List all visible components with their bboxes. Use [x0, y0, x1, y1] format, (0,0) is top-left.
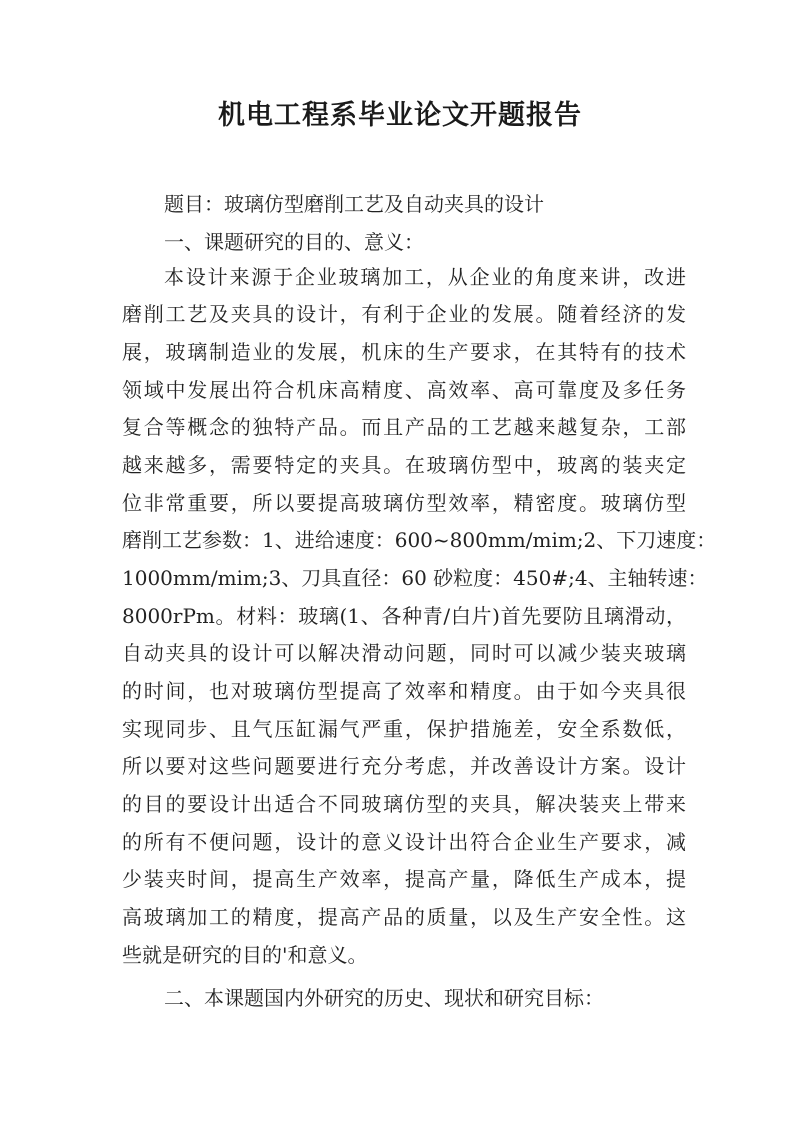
paragraph-line: 本设计来源于企业玻璃加工，从企业的角度来讲，改进 — [164, 265, 686, 289]
paragraph-line: 越来越多，需要特定的夹具。在玻璃仿型中，玻离的装夹定 — [122, 453, 686, 477]
subject-line: 题目：玻璃仿型磨削工艺及自动夹具的设计 — [164, 192, 544, 216]
paragraph-line: 磨削工艺参数：1、进给速度：600~800mm/mim;2、下刀速度： — [122, 528, 717, 552]
document-title: 机电工程系毕业论文开题报告 — [218, 100, 582, 131]
paragraph-line: 8000rPm。材料：玻璃(1、各种青/白片)首先要防且璃滑动， — [122, 604, 686, 628]
paragraph-line: 的目的要设计出适合不同玻璃仿型的夹具，解决装夹上带来 — [122, 792, 686, 816]
paragraph-line: 磨削工艺及夹具的设计，有利于企业的发展。随着经济的发 — [122, 302, 686, 326]
paragraph-line: 些就是研究的目的'和意义。 — [122, 943, 368, 967]
paragraph-line: 少装夹时间，提高生产效率，提高产量，降低生产成本，提 — [122, 867, 686, 891]
paragraph-line: 高玻璃加工的精度，提高产品的质量，以及生产安全性。这 — [122, 905, 686, 929]
section2-heading: 二、本课题国内外研究的历史、现状和研究目标： — [164, 986, 604, 1010]
paragraph-line: 的所有不便问题，设计的意义设计出符合企业生产要求，减 — [122, 830, 686, 854]
paragraph-line: 位非常重要，所以要提高玻璃仿型效率，精密度。玻璃仿型 — [122, 491, 686, 515]
paragraph-line: 展，玻璃制造业的发展，机床的生产要求，在其特有的技术 — [122, 340, 686, 364]
paragraph-line: 领域中发展出符合机床高精度、高效率、高可靠度及多任务 — [122, 378, 686, 402]
paragraph-line: 实现同步、且气压缸漏气严重，保护措施差，安全系数低， — [122, 717, 686, 741]
section1-heading: 一、课题研究的目的、意义： — [164, 230, 424, 254]
paragraph-line: 所以要对这些问题要进行充分考虑，并改善设计方案。设计 — [122, 754, 686, 778]
paragraph-line: 1000mm/mim;3、刀具直径：60 砂粒度：450#;4、主轴转速： — [122, 566, 708, 590]
paragraph-line: 自动夹具的设计可以解决滑动问题，同时可以减少装夹玻璃 — [122, 641, 686, 665]
paragraph-line: 的时间，也对玻璃仿型提高了效率和精度。由于如今夹具很 — [122, 679, 686, 703]
paragraph-line: 复合等概念的独特产品。而且产品的工艺越来越复杂，工部 — [122, 415, 686, 439]
